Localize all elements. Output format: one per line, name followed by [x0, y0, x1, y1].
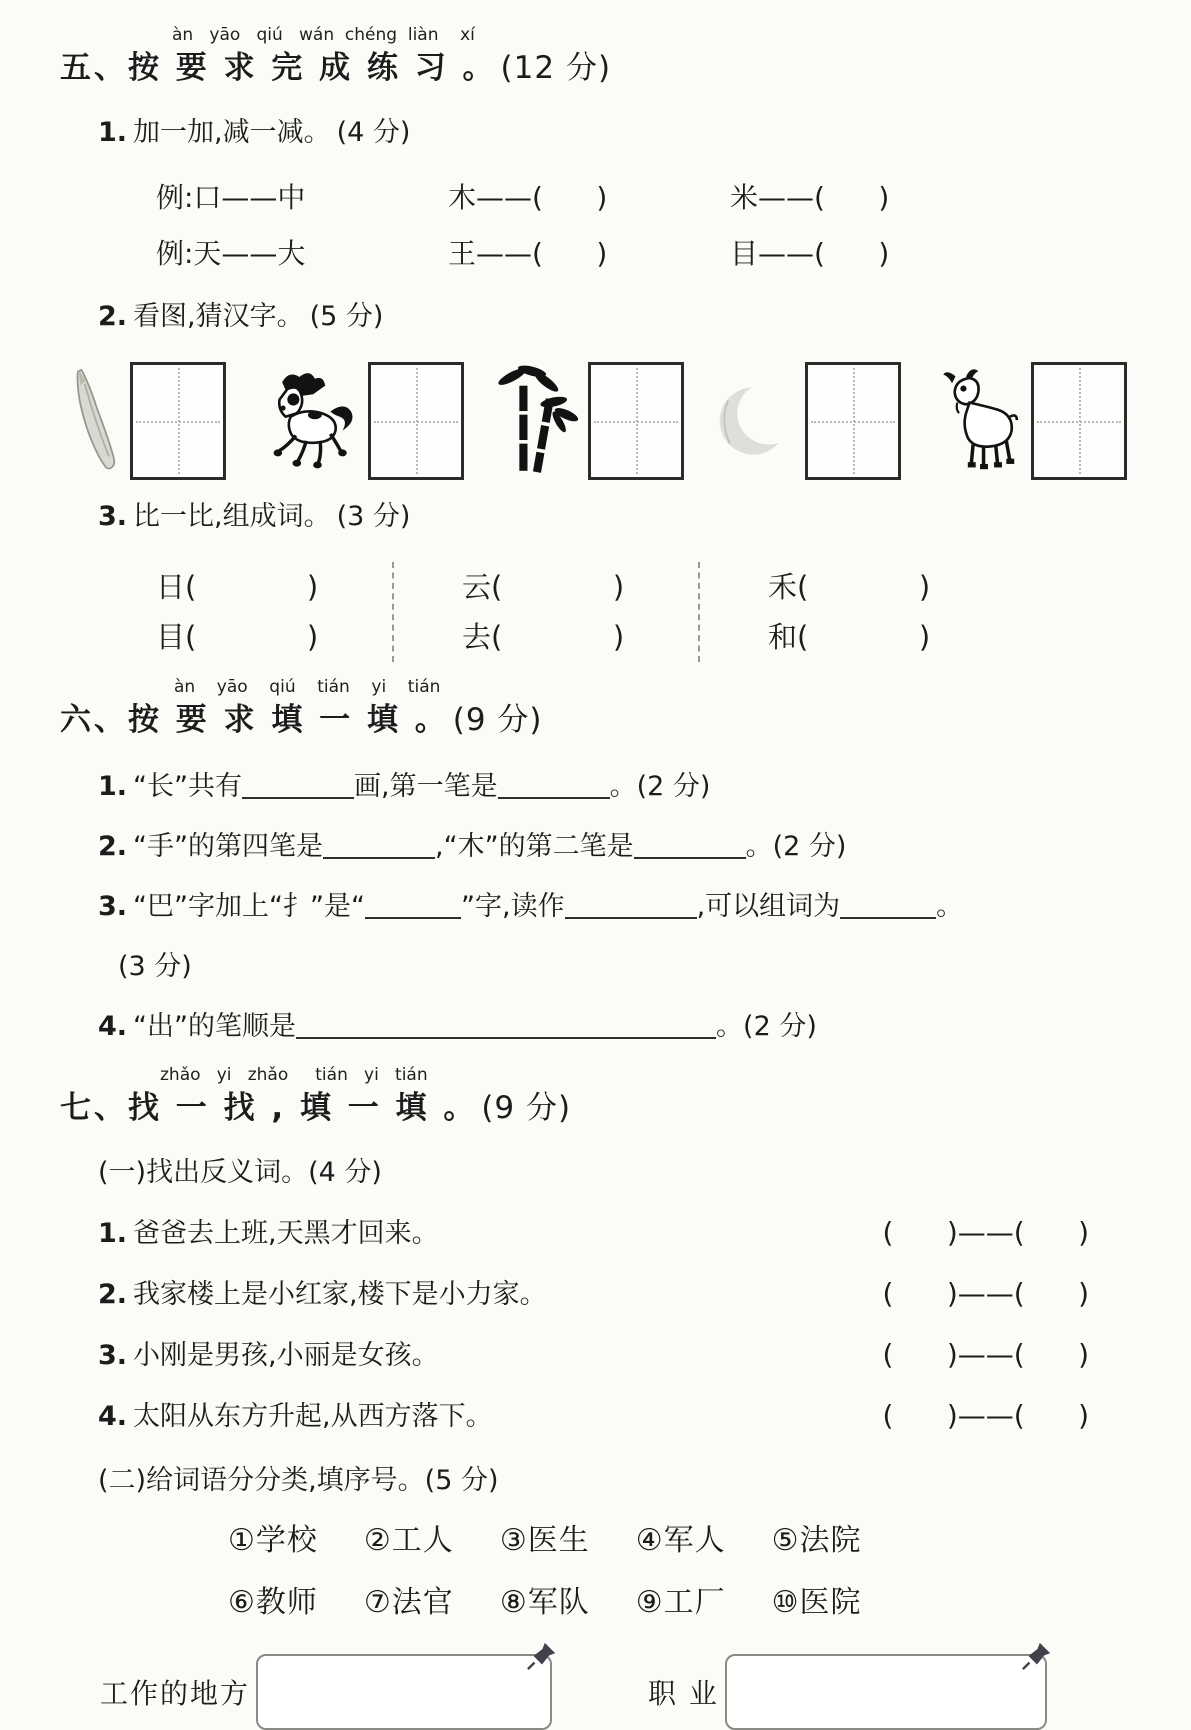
answer-blank[interactable]	[840, 891, 936, 919]
part-2-title: (二)给词语分分类,填序号。	[98, 1465, 425, 1496]
horse-image	[256, 365, 360, 477]
answer-slot[interactable]: 目——( )	[730, 237, 890, 270]
add-subtract-row-2	[156, 234, 1135, 274]
sentence-number: 2.	[98, 1279, 128, 1310]
q5-2-number: 2.	[98, 301, 128, 332]
q5-2-text: 看图,猜汉字。	[133, 301, 304, 332]
writing-box[interactable]	[368, 362, 464, 480]
q6-3-score: (3 分)	[118, 951, 192, 982]
workplace-label: 工作的地方	[100, 1677, 251, 1710]
q6-4-text-2: 。	[716, 1011, 744, 1042]
answer-blank[interactable]	[498, 771, 610, 799]
word-list-row-1	[228, 1520, 1135, 1562]
q6-2-text-3: 。	[745, 831, 773, 862]
answer-blank[interactable]	[323, 831, 435, 859]
writing-box[interactable]	[588, 362, 684, 480]
answer-slot[interactable]: 云( )	[462, 570, 625, 604]
job-answer-box[interactable]	[725, 1654, 1047, 1730]
word-item: ②工人	[363, 1523, 454, 1558]
word-item: ③医生	[499, 1523, 590, 1558]
writing-box[interactable]	[805, 362, 901, 480]
antonym-sentence-row	[98, 1397, 1135, 1436]
compare-words-grid	[88, 562, 1135, 662]
sentence-number: 3.	[98, 1340, 128, 1371]
section-6	[60, 676, 1135, 1046]
q5-3-text: 比一比,组成词。	[133, 501, 331, 532]
example-pair: 例:天——大	[156, 237, 306, 270]
answer-slot[interactable]: 目( )	[156, 620, 319, 654]
section-5-title: 五、按 要 求 完 成 练 习 。	[60, 50, 497, 86]
q6-3-number: 3.	[98, 891, 128, 922]
section-7-pinyin: zhǎo yi zhǎo tián yi tián	[160, 1065, 428, 1085]
q5-2-score: (5 分)	[309, 301, 384, 332]
workplace-answer-box[interactable]	[256, 1654, 552, 1730]
answer-blank[interactable]	[296, 1011, 716, 1039]
q6-3-text-3: ,可以组词为	[696, 891, 841, 922]
section-5-score: (12 分)	[500, 50, 612, 86]
category-answer-row	[100, 1654, 1135, 1730]
q6-3-text-2: ”字,读作	[461, 891, 565, 922]
writing-box[interactable]	[1031, 362, 1127, 480]
job-label: 职 业	[648, 1677, 719, 1710]
q6-2-text-2: ,“木”的第二笔是	[435, 831, 634, 862]
section-6-title: 六、按 要 求 填 一 填 。	[60, 702, 449, 738]
antonym-answer-slot[interactable]: ( )——( )	[882, 1399, 1089, 1432]
word-item: ⑤法院	[771, 1523, 862, 1558]
answer-slot[interactable]: 木——( )	[448, 181, 608, 214]
answer-slot[interactable]: 米——( )	[730, 181, 890, 214]
add-subtract-row-1	[156, 178, 1135, 218]
word-item: ①学校	[228, 1523, 318, 1558]
answer-slot[interactable]: 和( )	[768, 620, 931, 654]
word-item: ⑩医院	[771, 1585, 862, 1620]
section-6-score: (9 分)	[452, 702, 543, 738]
q6-1-number: 1.	[98, 771, 128, 802]
example-pair: 例:口——中	[156, 181, 306, 214]
knife-image	[70, 363, 122, 479]
q5-1-number: 1.	[98, 117, 128, 148]
section-5	[60, 24, 1135, 662]
q6-3-text-4: 。	[936, 891, 964, 922]
part-2-score: (5 分)	[424, 1465, 499, 1496]
bamboo-image	[494, 362, 580, 480]
antonym-answer-slot[interactable]: ( )——( )	[882, 1338, 1089, 1371]
sentence-text: 太阳从东方升起,从西方落下。	[133, 1401, 493, 1432]
word-item: ⑦法官	[363, 1585, 454, 1620]
goat-image	[931, 364, 1023, 478]
antonym-answer-slot[interactable]: ( )——( )	[882, 1216, 1089, 1249]
word-list-row-2	[228, 1582, 1135, 1624]
answer-slot[interactable]: 去( )	[462, 620, 625, 654]
q6-2-text-1: “手”的第四笔是	[133, 831, 324, 862]
q5-3-score: (3 分)	[336, 501, 411, 532]
antonym-sentence-row	[98, 1275, 1135, 1314]
q6-3-text-1: “巴”字加上“扌”是“	[133, 891, 365, 922]
writing-box[interactable]	[130, 362, 226, 480]
sentence-text: 我家楼上是小红家,楼下是小力家。	[133, 1279, 547, 1310]
q6-4-text-1: “出”的笔顺是	[133, 1011, 297, 1042]
word-item: ⑨工厂	[635, 1585, 726, 1620]
antonym-sentence-row	[98, 1214, 1135, 1253]
q6-2-score: (2 分)	[772, 831, 847, 862]
q6-1-score: (2 分)	[636, 771, 711, 802]
moon-image	[713, 366, 797, 476]
q6-1-text-3: 。	[609, 771, 637, 802]
section-7-title: 七、找 一 找 , 填 一 填 。	[60, 1090, 478, 1126]
pushpin-icon	[1021, 1640, 1053, 1672]
section-5-pinyin: àn yāo qiú wán chéng liàn xí	[172, 25, 475, 45]
picture-guess-row	[70, 362, 1127, 480]
answer-slot[interactable]: 日( )	[156, 570, 319, 604]
q6-1-text-2: 画,第一笔是	[354, 771, 498, 802]
q6-2-number: 2.	[98, 831, 128, 862]
answer-blank[interactable]	[365, 891, 461, 919]
q5-1-text: 加一加,减一减。	[133, 117, 331, 148]
antonym-answer-slot[interactable]: ( )——( )	[882, 1277, 1089, 1310]
sentence-number: 4.	[98, 1401, 128, 1432]
word-item: ⑧军队	[499, 1585, 590, 1620]
sentence-text: 爸爸去上班,天黑才回来。	[133, 1218, 439, 1249]
word-item: ⑥教师	[228, 1585, 318, 1620]
answer-blank[interactable]	[565, 891, 697, 919]
q6-4-score: (2 分)	[743, 1011, 817, 1042]
q6-4-number: 4.	[98, 1011, 128, 1042]
section-7	[60, 1064, 1135, 1730]
answer-blank[interactable]	[242, 771, 354, 799]
q5-1-score: (4 分)	[336, 117, 411, 148]
answer-slot[interactable]: 禾( )	[768, 570, 931, 604]
section-7-score: (9 分)	[481, 1090, 572, 1126]
section-6-pinyin: àn yāo qiú tián yi tián	[174, 677, 441, 697]
q6-1-text-1: “长”共有	[133, 771, 243, 802]
sentence-text: 小刚是男孩,小丽是女孩。	[133, 1340, 439, 1371]
answer-slot[interactable]: 王——( )	[448, 237, 608, 270]
sentence-number: 1.	[98, 1218, 128, 1249]
pushpin-icon	[526, 1640, 558, 1672]
answer-blank[interactable]	[634, 831, 746, 859]
q5-3-number: 3.	[98, 501, 128, 532]
word-item: ④军人	[635, 1523, 726, 1558]
part-1-score: (4 分)	[308, 1157, 382, 1188]
antonym-sentence-row	[98, 1336, 1135, 1375]
part-1-title: (一)找出反义词。	[98, 1157, 309, 1188]
